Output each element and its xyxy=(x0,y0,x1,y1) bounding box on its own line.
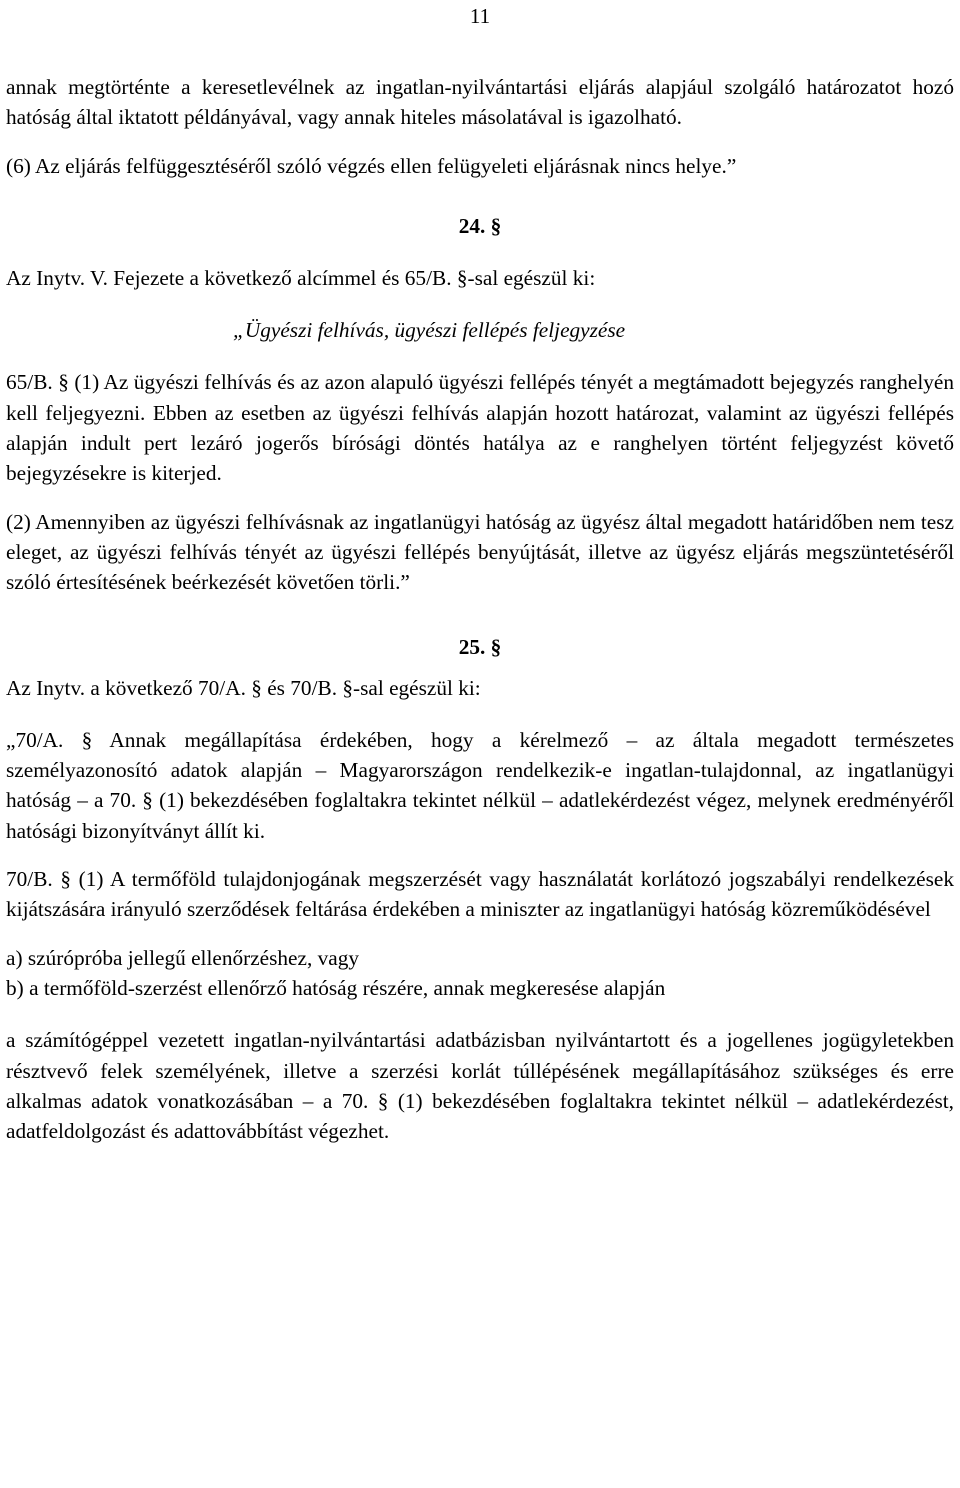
paragraph-intro: annak megtörténte a keresetlevélnek az ingatlan-nyilvántartási eljárás alapjául szolgáló határozatot hozó hatóság által iktatott példányával, vagy annak hiteles másolatával is igazolható. xyxy=(6,75,954,130)
document-body xyxy=(6,72,954,1146)
paragraph-70b-1: 70/B. § (1) A termőföld tulajdonjogának megszerzését vagy használatát korlátozó jogszabályi rendelkezések kijátszására irányuló szerződések feltárása érdekében a miniszter az ingatlanügyi hatóság közreműködésével xyxy=(6,867,954,922)
paragraph-amendment-intro: Az Inytv. V. Fejezete a következő alcímmel és 65/B. §-sal egészül ki: xyxy=(6,265,596,290)
paragraph-70b-closing: a számítógéppel vezetett ingatlan-nyilvántartási adatbázisban nyilvántartott és a jogellenes jogügyletekben résztvevő felek személyének, illetve a szerzési korlát túllépésének megállapításához szükséges és erre alkalmas adatok vonatkozásában – a 70. § (1) bekezdésében foglaltakra tekintet nélkül – adatlekérdezést, adatfeldolgozást és adattovábbítást végezhet. xyxy=(6,1028,954,1144)
list-item-a: a) szúrópróba jellegű ellenőrzéshez, vagy xyxy=(6,945,360,970)
subtitle-prosecutor-notice: „Ügyészi felhívás, ügyészi fellépés feljegyzése xyxy=(233,318,626,343)
paragraph-65b-2: (2) Amennyiben az ügyészi felhívásnak az ingatlanügyi hatóság az ügyész által megadott határidőben nem tesz eleget, az ügyészi felhívás tényét az ügyészi fellépés benyújtását, illetve az ügyész eljárás megszüntetéséről szóló értesítésének beérkezését követően törli.” xyxy=(6,509,954,595)
section-heading-24: 24. § xyxy=(458,213,502,238)
list-item-b: b) a termőföld-szerzést ellenőrző hatóság részére, annak megkeresése alapján xyxy=(6,975,666,1000)
page-number: 11 xyxy=(469,4,491,28)
paragraph-subsection-6: (6) Az eljárás felfüggesztéséről szóló végzés ellen felügyeleti eljárásnak nincs helye.” xyxy=(6,153,737,178)
section-heading-25: 25. § xyxy=(458,634,502,659)
paragraph-70a: „70/A. § Annak megállapítása érdekében, hogy a kérelmező – az általa megadott természetes személyazonosító adatok alapján – Magyarországon rendelkezik-e ingatlan-tulajdonnal, az ingatlanügyi hatóság – a 70. § (1) bekezdésében foglaltakra tekintet nélkül – adatlekérdezést végez, melynek eredményéről hatósági bizonyítványt állít ki. xyxy=(6,727,954,843)
paragraph-amendment-intro-2: Az Inytv. a következő 70/A. § és 70/B. §-sal egészül ki: xyxy=(6,675,481,700)
paragraph-65b-1: 65/B. § (1) Az ügyészi felhívás és az azon alapuló ügyészi fellépés tényét a megtámadott bejegyzés ranghelyén kell feljegyezni. Ebben az esetben az ügyészi felhívás alapján hozott határozat, valamint az ügyészi fellépés alapján indult pert lezáró jogerős bírósági döntés hatálya az e ranghelyen történt feljegyzést követő bejegyzésekre is kiterjed. xyxy=(6,370,954,486)
